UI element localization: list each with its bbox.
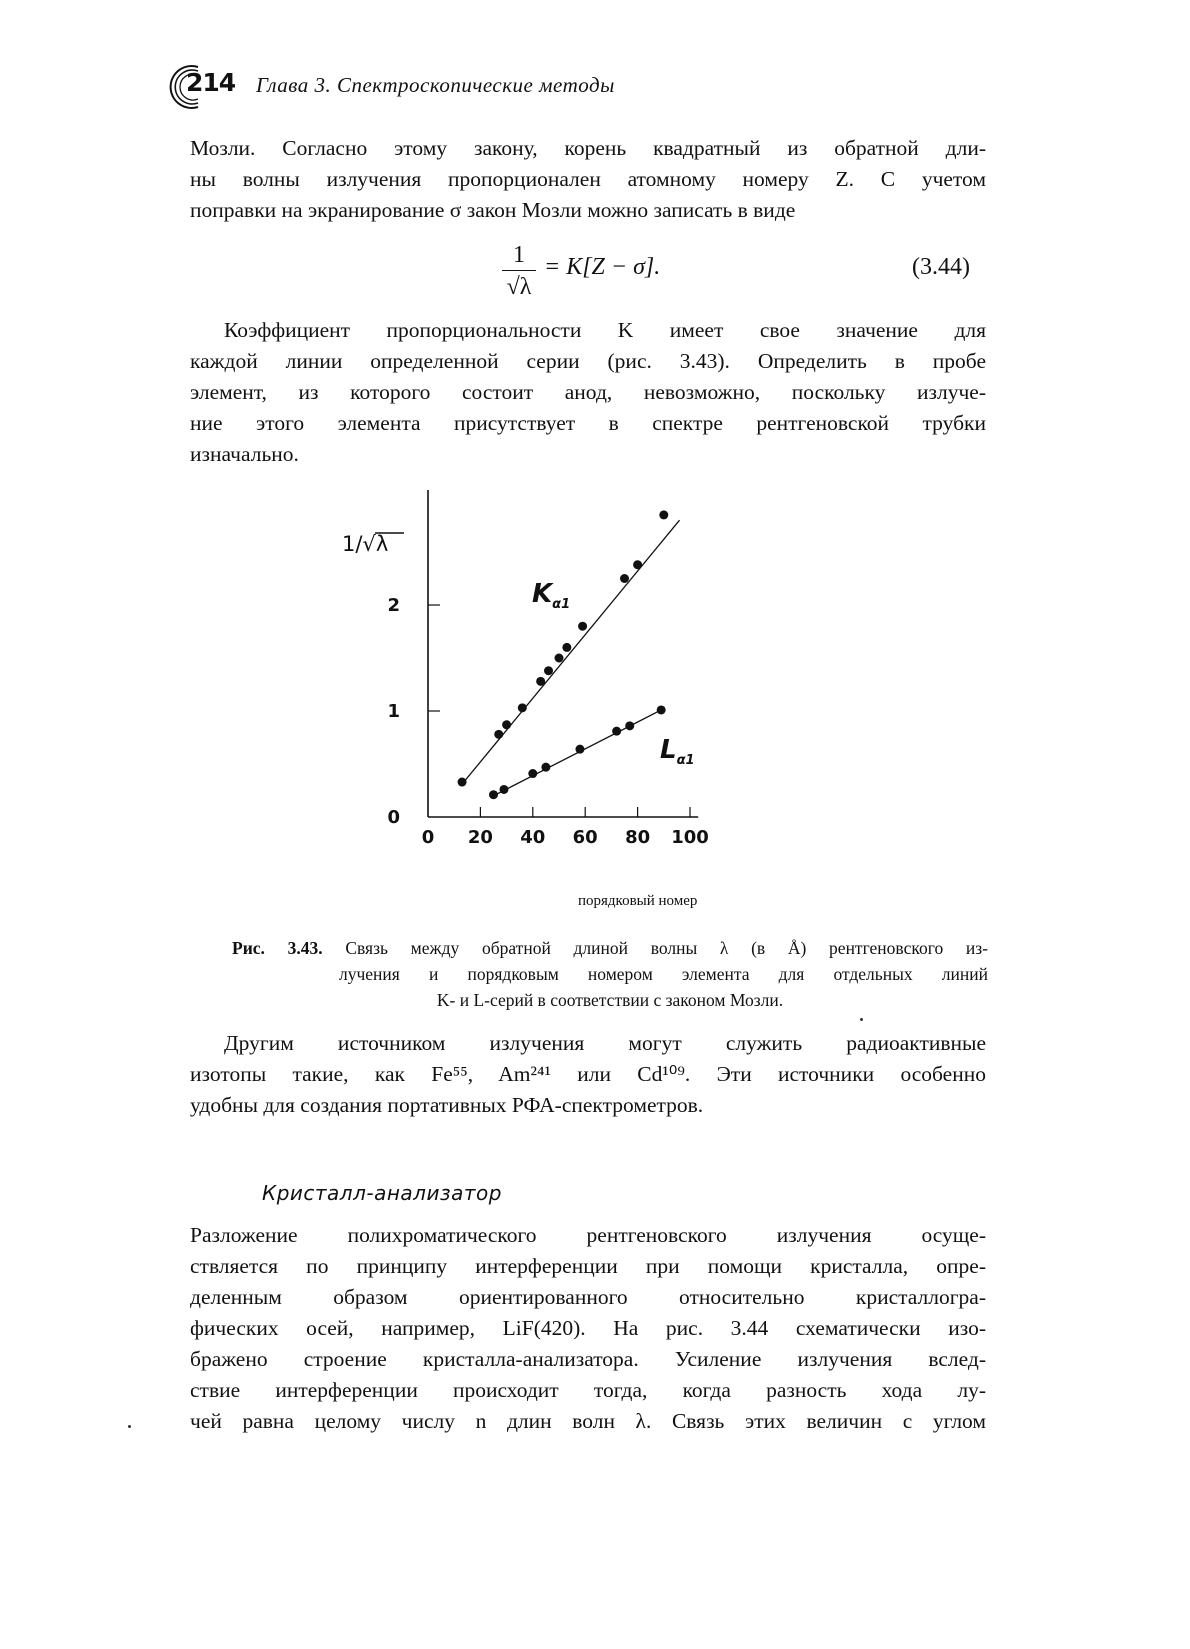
data-point-l-alpha1 [489,790,498,799]
running-title: Глава 3. Спектроскопические методы [256,73,615,97]
text-line: поправки на экранирование σ закон Мозли можно записать в виде [190,198,796,222]
x-axis-label: порядковый номер [578,893,698,909]
y-tick-label: 2 [387,595,400,616]
equation-numerator: 1 [513,242,525,268]
fit-line-l-alpha1 [494,710,662,796]
text-line: Другим источником излучения могут служить радиоактивные [224,1031,986,1055]
text-line: ствляется по принципу интерференции при помощи кристалла, опре- [190,1254,986,1278]
equation-3-44 [0,240,1190,306]
text-line: ние этого элемента присутствует в спектре рентгеновской трубки [190,411,986,435]
data-point-k-alpha1 [536,677,545,686]
data-point-k-alpha1 [578,622,587,631]
page-header [168,62,988,112]
x-tick-label: 80 [625,827,651,848]
paragraph-isotopes [190,1028,986,1121]
page-number: 214 [186,68,236,97]
y-tick-label: 1 [387,701,400,722]
caption-text: Связь между обратной длиной волны λ (в Å) рентгеновского из- [345,938,989,958]
equation-number: (3.44) [912,254,970,280]
caption-line [232,935,988,961]
data-point-l-alpha1 [541,763,550,772]
data-point-l-alpha1 [612,727,621,736]
y-tick-label: 0 [387,807,400,828]
data-point-k-alpha1 [562,643,571,652]
figure-caption [232,935,988,1013]
paragraph-moseley-law [190,133,986,226]
text-line: Разложение полихроматического рентгеновского излучения осуще- [190,1223,986,1247]
scan-speck [128,1425,131,1428]
scan-speck [860,1018,863,1021]
caption-label: Рис. 3.43. [232,938,323,958]
data-point-l-alpha1 [499,785,508,794]
text-line: Мозли. Согласно этому закону, корень квадратный из обратной дли- [190,136,986,160]
text-line: бражено строение кристалла-анализатора. Усиление излучения вслед- [190,1347,986,1371]
section-heading: Кристалл-анализатор [262,1181,502,1205]
caption-line: K- и L-серий в соответствии с законом Мозли. [436,990,784,1010]
data-point-l-alpha1 [657,705,666,714]
caption-line: лучения и порядковым номером элемента для отдельных линий [339,964,988,984]
x-tick-label: 60 [572,827,598,848]
data-point-k-alpha1 [633,560,642,569]
text-line: ны волны излучения пропорционален атомному номеру Z. С учетом [190,167,986,191]
text-line: чей равна целому числу n длин волн λ. Связь этих величин с углом [190,1409,986,1433]
series-label-l-alpha1: $L_{\alpha 1}$ [660,735,695,768]
data-point-k-alpha1 [659,510,668,519]
x-tick-label: 20 [467,827,493,848]
text-line: фических осей, например, LiF(420). На рис. 3.44 схематически изо- [190,1316,986,1340]
x-tick-label: 100 [671,827,709,848]
y-axis-title: 1/√λ [342,532,389,556]
data-point-k-alpha1 [555,654,564,663]
data-point-l-alpha1 [528,769,537,778]
data-point-l-alpha1 [575,745,584,754]
data-point-k-alpha1 [494,730,503,739]
text-line: элемент, из которого состоит анод, невозможно, поскольку излуче- [190,380,986,404]
text-line: удобны для создания портативных РФА-спектрометров. [190,1093,704,1117]
data-point-k-alpha1 [544,666,553,675]
data-point-k-alpha1 [502,720,511,729]
paragraph-crystal-analyzer [190,1220,986,1437]
x-tick-label: 0 [421,827,435,848]
paragraph-coefficient [190,315,986,470]
equation-rhs: = K[Z − σ]. [544,254,661,280]
data-point-k-alpha1 [458,778,467,787]
data-point-k-alpha1 [620,574,629,583]
data-point-k-alpha1 [518,703,527,712]
fit-line-k-alpha1 [462,520,679,784]
equation-denominator: √λ [506,274,532,300]
text-line: каждой линии определенной серии (рис. 3.43). Определить в пробе [190,349,986,373]
text-line: Коэффициент пропорциональности K имеет свое значение для [224,318,986,342]
x-tick-label: 40 [520,827,546,848]
text-line: изначально. [190,442,299,466]
moseley-chart [330,480,750,884]
equation-fraction [500,240,538,301]
text-line: изотопы такие, как Fe⁵⁵, Am²⁴¹ или Cd¹⁰⁹. Эти источники особенно [190,1062,986,1086]
text-line: деленным образом ориентированного относительно кристаллогра- [190,1285,986,1309]
data-point-l-alpha1 [625,721,634,730]
series-label-k-alpha1: $K_{\alpha 1}$ [532,579,571,612]
text-line: ствие интерференции происходит тогда, когда разность хода лу- [190,1378,986,1402]
chart-svg [330,480,750,880]
